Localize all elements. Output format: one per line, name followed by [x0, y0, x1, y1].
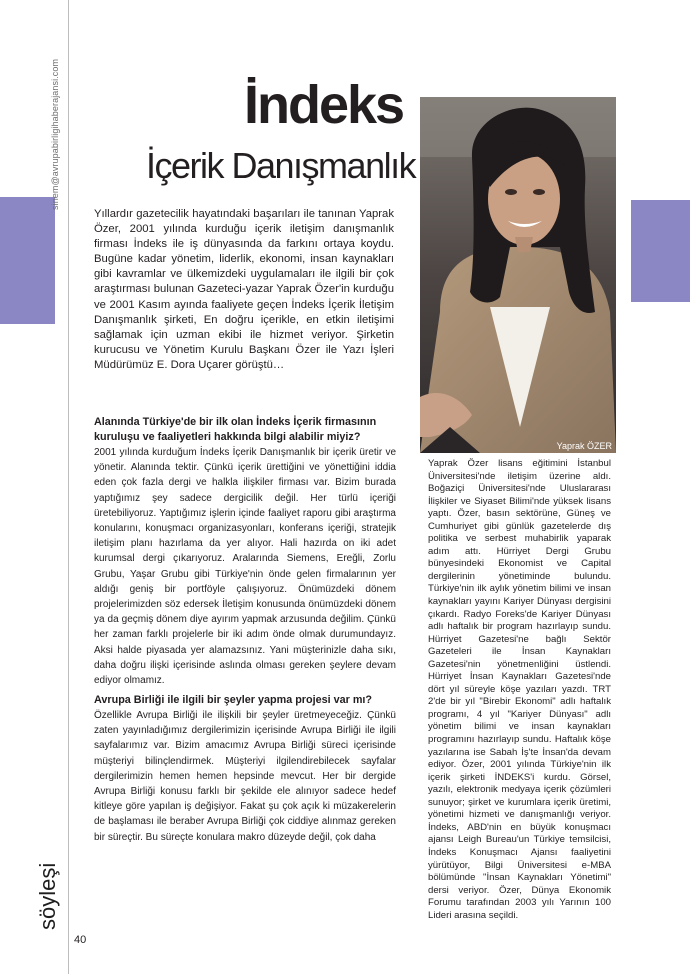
article-title: İndeks [244, 75, 404, 135]
article-lead: Yıllardır gazetecilik hayatındaki başarıları ile tanınan Yaprak Özer, 2001 yılında kurduğu içerik iletişim danışmanlık firması İndeks ile iş dünyasında da farkını ortaya koydu. Bugüne kadar yönetim, liderlik, ekonomi, insan kaynakları gibi kavramlar ve ülkemizdeki uygulamaları ile ilgili bir çok araştırması bulunan Gazeteci-yazar Yaprak Özer'in kurduğu ve 2001 Kasım ayında faaliyete geçen İndeks İçerik İletişim Danışmanlık şirketi, En doğru içerikle, en etkin iletişimi sağlamak için uzman ekibi ile hizmet veriyor. Şirketin kurucusu ve Yönetim Kurulu Başkanı Özer ile Yazı İşleri Müdürümüz E. Dora Uçarer görüştü… [94, 208, 394, 371]
qa-block-2 [94, 693, 396, 845]
accent-block-left [0, 197, 55, 324]
section-label: söyleşi [35, 862, 60, 930]
contact-email[interactable]: sinem@avrupabirligihaberajansi.com [50, 58, 60, 210]
author-bio: Yaprak Özer lisans eğitimini İstanbul Üniversitesi'nde iletişim üzerine aldı. Boğaziçi Üniversitesi'nde Uluslararası İlişkiler ve Siyaset Bilimi'nde yüksek lisans yaptı. Özer, basın sektörüne, Güneş ve Cumhuriyet gibi günlük gazetelerde dış politika ve serbest muhabirlik yaparak adım attı. Hürriyet Dergi Grubu bünyesindeki Ekonomist ve Capital dergilerinin yönetiminde bulundu. Türkiye'nin ilk aylık yönetim bilimi ve insan kaynakları yayını Kariyer Dünyası dergisini çıkardı. Radyo Foreks'de Kariyer Dünyası adlı haftalık bir program hazırlayıp sundu. Hürriyet Gazetesi'ne bağlı Sektör Gazeteleri ile İnsan Kaynakları Gazetesi'nin yönetmenliğini üstlendi. Hürriyet İnsan Kaynakları Gazetesi'nde dört yıl süreyle köşe yazıları yazdı. TRT 2'de bir yıl "Birebir Ekonomi" adlı haftalık programı, 4 yıl "Kariyer Dünyası" adlı yönetim bilimi ve insan kaynakları programını hazırlayıp sundu. Haftalık köşe yazılarına ise Sabah İş'te İnsan'da devam ediyor. Özer, 2001 yılında Türkiye'nin ilk içerik şirketi İNDEKS'i kurdu. Görsel, yazılı, elektronik medyaya içerik çözümleri sunuyor; şirket ve kurumlara içerik üretimi, yönetimi hizmeti ve danışmanlığı veriyor. İndeks, ABD'nin en büyük konuşmacı ajansı Leigh Bureau'un Türkiye temsilcisi, İndeks Konuşmacı Ajansı faaliyetini yürütüyor, Bilgi Üniversitesi e-MBA bölümünde "İnsan Kaynakları Yönetimi" dersi veriyor. Özer, Dünya Ekonomik Forumu tarafından 2003 yılı Yarının 100 Lideri arasına seçildi. [428, 458, 611, 921]
answer-2: Özellikle Avrupa Birliği ile ilişkili bir şeyler üretmeyeceğiz. Çünkü zaten yayınladığımız dergilerimizin içerisinde Avrupa Birliği ile ilgili sayfalarımız var. Bizim amacımız Avrupa Birliği süreci içerisinde müşteriyi bilinçlendirmek. Müşteriyi ilgilendirebilecek sayfalar dergilerimizin hemen hemen hepsinde mevcut. Her bir dergide Avrupa Birliği konusu farklı bir şekilde ele alınıyor sadece hedef kitleye göre yapılan iş değişiyor. Fakat şu çok açık ki müzakerelerin de başlaması ile beraber Avrupa Birliği çok ciddiye alınmaz gereken bir süreçtir. Bu süreçte konulara makro düzeyde değil, çok daha [94, 710, 396, 843]
page-gutter-rule [68, 0, 69, 974]
photo-caption: Yaprak ÖZER [556, 441, 612, 451]
page-number: 40 [74, 934, 87, 946]
qa-block-1 [94, 415, 396, 688]
question-2: Avrupa Birliği ile ilgili bir şeyler yapma projesi var mı? [94, 694, 373, 706]
question-1: Alanında Türkiye'de bir ilk olan İndeks İçerik firmasının kuruluşu ve faaliyetleri hakkında bilgi alabilir miyiz? [94, 416, 377, 443]
accent-block-right [631, 200, 690, 302]
answer-1: 2001 yılında kurduğum İndeks İçerik Danışmanlık bir içerik üretir ve yönetir. Alanında tektir. Çünkü içerik ürettiğini ve yönettiğini iddia eden çok fazla dergi ve halkla ilişkiler firması var. Bizim burada yaptığımız şey sadece dergicilik değil. Her türlü içeriği üretebiliyoruz. Yaptığımız işlerin içinde faaliyet raporu gibi araştırma konularını, konuşmacı organizasyonları, konferans içeriği, stratejik iletişim planı hazırlama da yer alıyor. Hali hazırda on iki adet kurumsal dergi çıkarıyoruz. Aralarında Siemens, Ereğli, Zorlu Grubu, Yaşar Grubu gibi Türkiye'nin önde gelen firmalarının yer aldığı geniş bir portföyle çalışıyoruz. Önümüzdeki dönem projelerimizden söz edersek İletişim konusunda önümüzdeki dönem ya da geçmiş dönem diye ayırım yapmak arzusunda değilim. Çünkü her zaman farklı projelerle bir iki adım önde olmak durumundayız. Aksi halde piyasada yer alamazsınız. Yani müşterinizle daha sıkı, daha doğru ilişki içerisinde aslında olması gereken şeylere devam ediyor olmamız. [94, 447, 396, 687]
article-subtitle: İçerik Danışmanlık [146, 145, 416, 186]
portrait-photo [420, 97, 616, 453]
